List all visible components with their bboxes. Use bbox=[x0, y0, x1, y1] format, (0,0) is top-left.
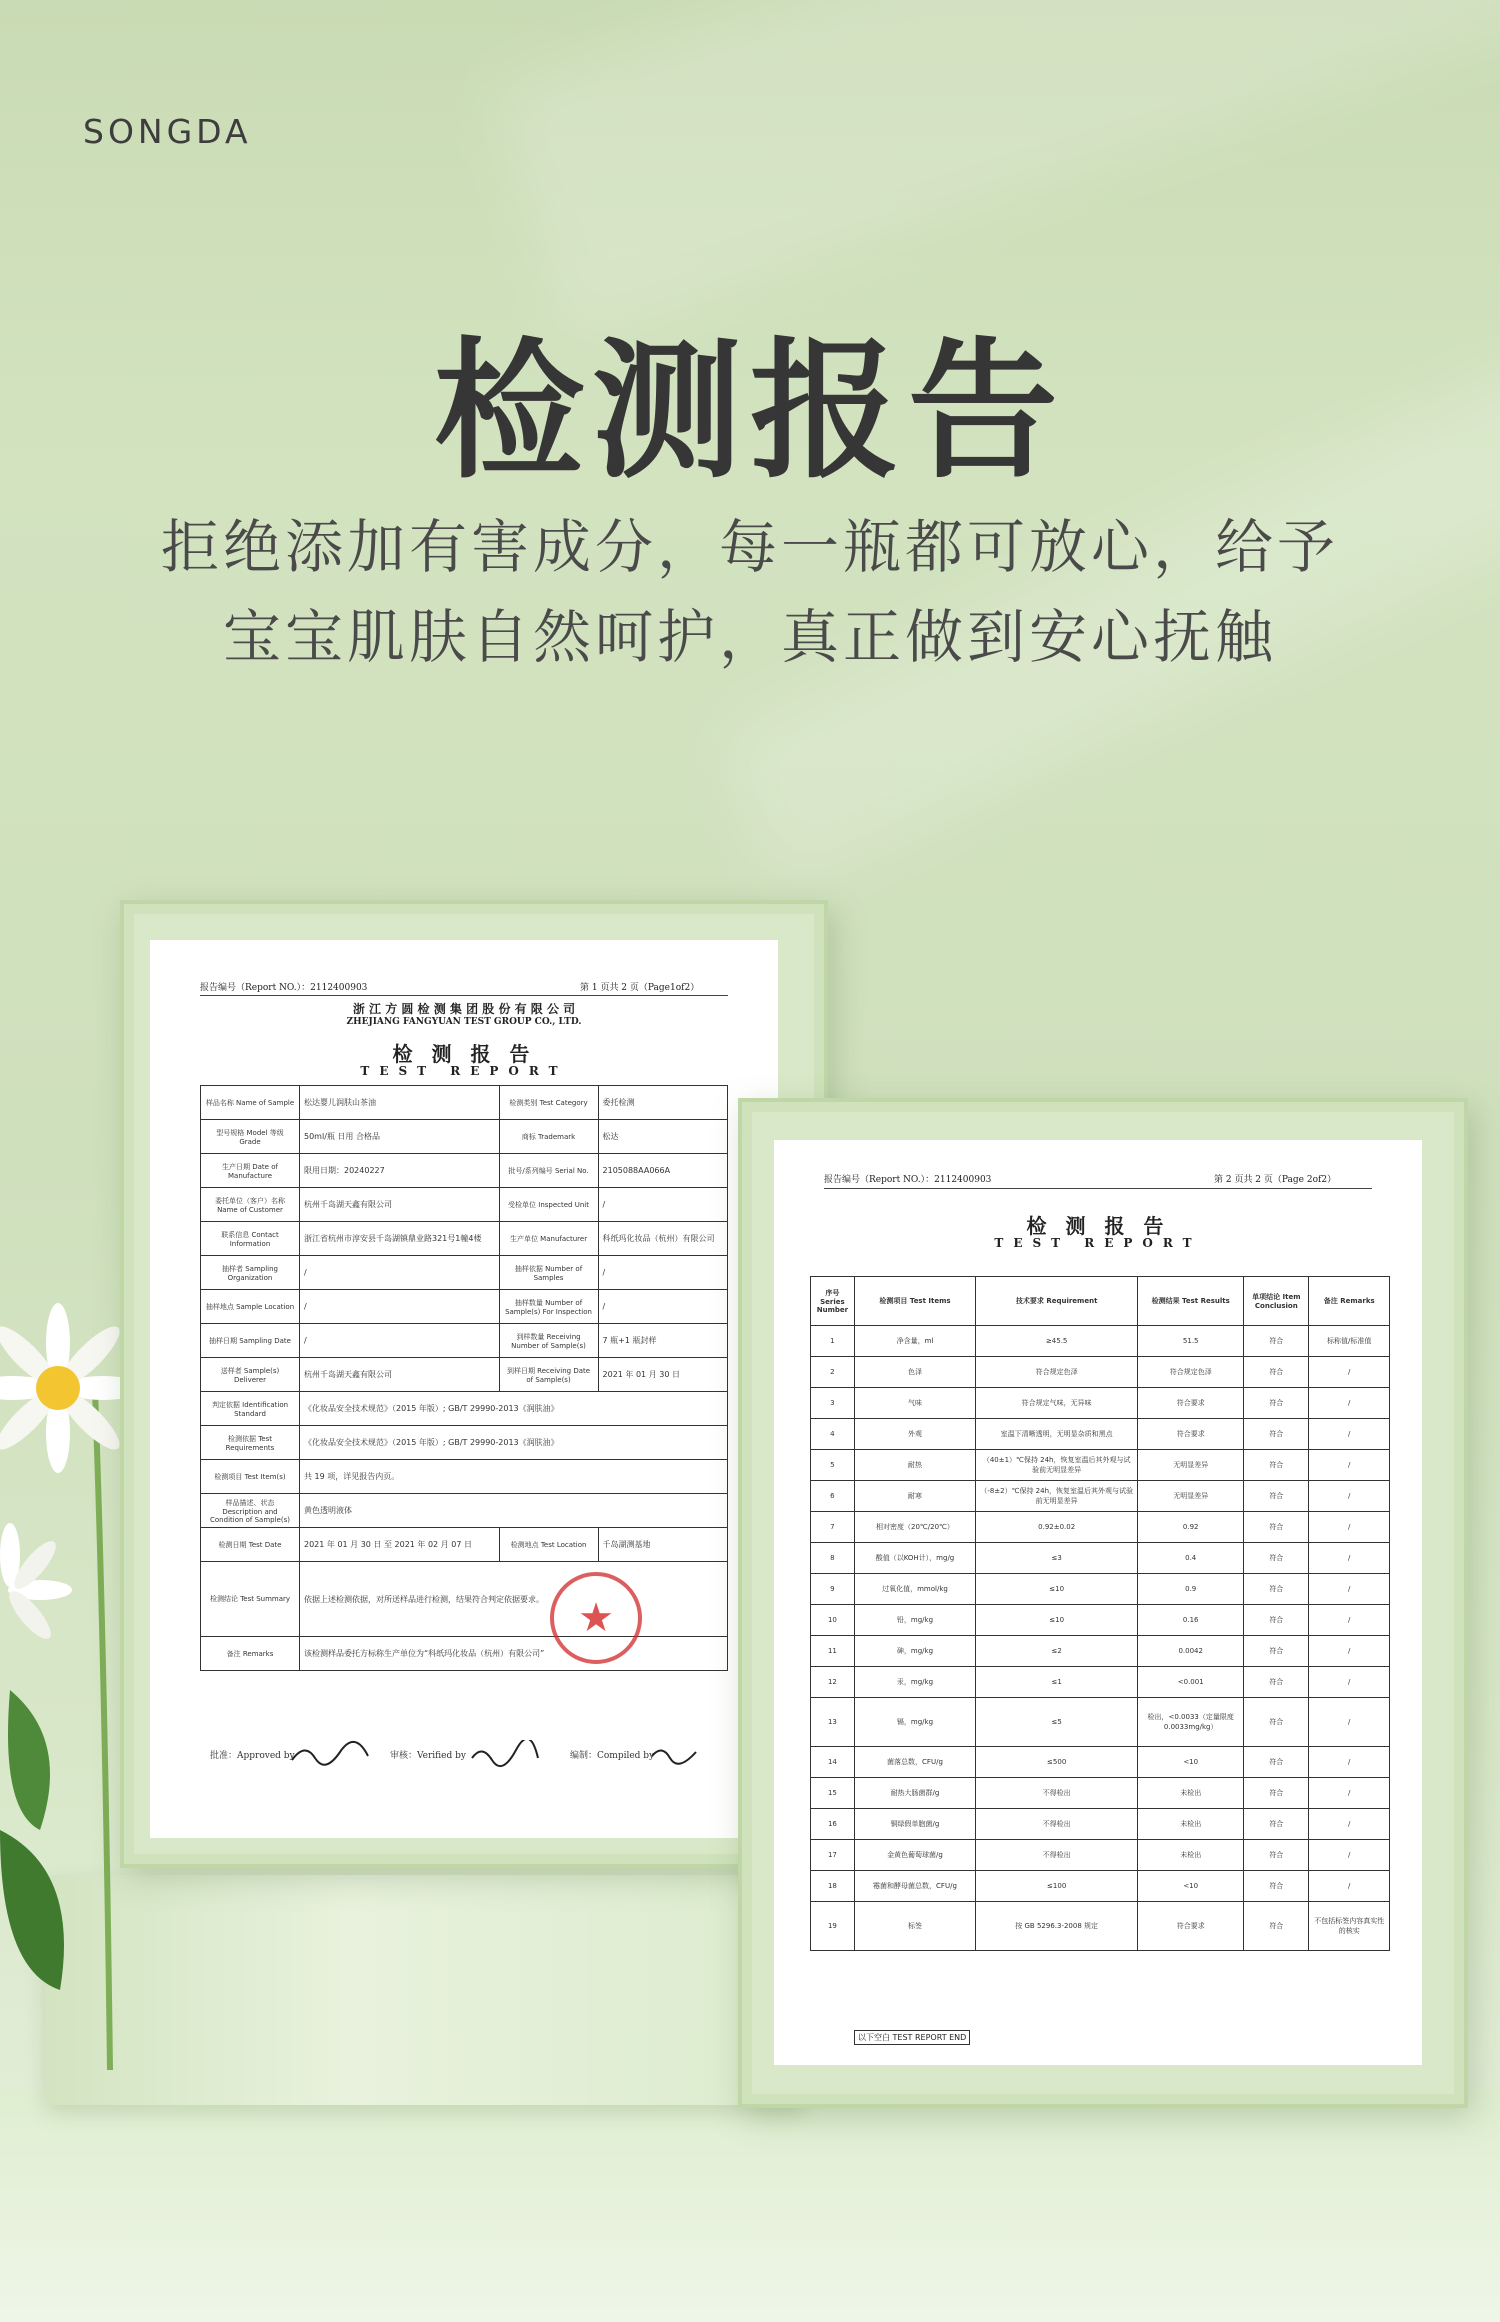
table-cell: 15 bbox=[811, 1778, 855, 1809]
table-cell: 0.92±0.02 bbox=[976, 1512, 1138, 1543]
table-row bbox=[811, 1388, 1390, 1419]
table-row bbox=[201, 1120, 728, 1154]
table-cell: 符合 bbox=[1244, 1543, 1309, 1574]
company-name-cn: 浙 江 方 圆 检 测 集 团 股 份 有 限 公 司 bbox=[352, 1002, 576, 1016]
table-cell: 50ml/瓶 日用 合格品 bbox=[300, 1120, 500, 1154]
table-cell: 委托检测 bbox=[598, 1086, 727, 1120]
table-cell: 符合 bbox=[1244, 1871, 1309, 1902]
table-cell: <10 bbox=[1138, 1747, 1244, 1778]
report-page-1 bbox=[150, 940, 778, 1838]
table-cell: 符合 bbox=[1244, 1481, 1309, 1512]
table-cell: 5 bbox=[811, 1450, 855, 1481]
table-cell: 样品描述、状态 Description and Condition of Sample(s) bbox=[201, 1494, 300, 1528]
table-cell: 检出，<0.0033（定量限度0.0033mg/kg） bbox=[1138, 1698, 1244, 1747]
table-row bbox=[201, 1222, 728, 1256]
table-cell: 备注 Remarks bbox=[201, 1637, 300, 1671]
report-number: 报告编号（Report NO.）：2112400903 bbox=[200, 983, 368, 993]
table-cell: 《化妆品安全技术规范》（2015 年版）; GB/T 29990-2013《润肤油》 bbox=[300, 1426, 728, 1460]
subtitle-line-1: 拒绝添加有害成分，每一瓶都可放心，给予 bbox=[160, 513, 1339, 581]
table-cell: 杭州千岛湖天鑫有限公司 bbox=[300, 1358, 500, 1392]
table-cell: 批号/系列编号 Serial No. bbox=[499, 1154, 598, 1188]
table-row bbox=[201, 1358, 728, 1392]
table-cell: / bbox=[1309, 1778, 1390, 1809]
table-cell: <0.001 bbox=[1138, 1667, 1244, 1698]
table-cell: / bbox=[1309, 1357, 1390, 1388]
table-row bbox=[201, 1188, 728, 1222]
table-cell: 生产日期 Date of Manufacture bbox=[201, 1154, 300, 1188]
table-cell: ≤2 bbox=[976, 1636, 1138, 1667]
table-cell: 不包括标签内容真实性的核实 bbox=[1309, 1902, 1390, 1951]
table-row bbox=[811, 1747, 1390, 1778]
table-cell: 未检出 bbox=[1138, 1809, 1244, 1840]
table-cell: 联系信息 Contact Information bbox=[201, 1222, 300, 1256]
table-row bbox=[201, 1086, 728, 1120]
table-row bbox=[811, 1778, 1390, 1809]
table-row bbox=[811, 1840, 1390, 1871]
table-cell: / bbox=[1309, 1636, 1390, 1667]
table-cell: 19 bbox=[811, 1902, 855, 1951]
table-cell: ≤10 bbox=[976, 1574, 1138, 1605]
column-header: 备注 Remarks bbox=[1309, 1277, 1390, 1326]
table-cell: ≤500 bbox=[976, 1747, 1138, 1778]
table-cell: 13 bbox=[811, 1698, 855, 1747]
table-cell: 抽样依据 Number of Samples bbox=[499, 1256, 598, 1290]
table-row bbox=[201, 1562, 728, 1637]
table-cell: 受检单位 Inspected Unit bbox=[499, 1188, 598, 1222]
table-cell: 无明显差异 bbox=[1138, 1481, 1244, 1512]
company-name-en: ZHEJIANG FANGYUAN TEST GROUP CO., LTD. bbox=[346, 1017, 582, 1027]
table-cell: ≤100 bbox=[976, 1871, 1138, 1902]
table-row bbox=[811, 1419, 1390, 1450]
table-cell: （40±1）℃保持 24h，恢复室温后其外观与试验前无明显差异 bbox=[976, 1450, 1138, 1481]
table-cell: 符合 bbox=[1244, 1326, 1309, 1357]
page-number: 第 1 页共 2 页（Page1of2） bbox=[580, 983, 700, 993]
table-cell: ≤5 bbox=[976, 1698, 1138, 1747]
table-row bbox=[811, 1481, 1390, 1512]
column-header: 检测结果 Test Results bbox=[1138, 1277, 1244, 1326]
signature-compiled bbox=[650, 1740, 700, 1770]
table-cell: 符合规定气味，无异味 bbox=[976, 1388, 1138, 1419]
report-title-cn: 检 测 报 告 bbox=[392, 1042, 536, 1066]
table-cell: / bbox=[1309, 1871, 1390, 1902]
signature-approved bbox=[290, 1740, 370, 1770]
report-title-en: TEST REPORT bbox=[360, 1064, 568, 1078]
table-cell: 符合 bbox=[1244, 1902, 1309, 1951]
floor bbox=[0, 2090, 1500, 2322]
table-cell: 该检测样品委托方标称生产单位为“科纸玛化妆品（杭州）有限公司” bbox=[300, 1637, 728, 1671]
light-ray bbox=[489, 0, 1500, 339]
table-cell: 过氧化值，mmol/kg bbox=[854, 1574, 975, 1605]
table-cell: / bbox=[598, 1290, 727, 1324]
table-cell: 检测日期 Test Date bbox=[201, 1528, 300, 1562]
table-cell: 抽样地点 Sample Location bbox=[201, 1290, 300, 1324]
column-header: 单项结论 Item Conclusion bbox=[1244, 1277, 1309, 1326]
table-row bbox=[811, 1574, 1390, 1605]
column-header: 检测项目 Test Items bbox=[854, 1277, 975, 1326]
column-header: 技术要求 Requirement bbox=[976, 1277, 1138, 1326]
table-cell: / bbox=[300, 1256, 500, 1290]
table-cell: / bbox=[1309, 1481, 1390, 1512]
table-cell: / bbox=[1309, 1698, 1390, 1747]
table-cell: 汞，mg/kg bbox=[854, 1667, 975, 1698]
table-cell: / bbox=[1309, 1543, 1390, 1574]
table-cell: 7 bbox=[811, 1512, 855, 1543]
table-cell: 2105088AA066A bbox=[598, 1154, 727, 1188]
table-cell: 12 bbox=[811, 1667, 855, 1698]
approved-label: 批准：Approved by bbox=[210, 1751, 295, 1761]
table-cell: 耐热大肠菌群/g bbox=[854, 1778, 975, 1809]
table-cell: 9 bbox=[811, 1574, 855, 1605]
table-cell: 无明显差异 bbox=[1138, 1450, 1244, 1481]
table-cell: 符合 bbox=[1244, 1747, 1309, 1778]
table-cell: 千岛湖测基地 bbox=[598, 1528, 727, 1562]
table-cell: 室温下清晰透明，无明显杂质和黑点 bbox=[976, 1419, 1138, 1450]
table-row bbox=[201, 1528, 728, 1562]
table-cell: 未检出 bbox=[1138, 1840, 1244, 1871]
table-cell: 检测项目 Test Item(s) bbox=[201, 1460, 300, 1494]
table-cell: 浙江省杭州市淳安县千岛湖镇鼎业路321号1幢4楼 bbox=[300, 1222, 500, 1256]
table-cell: 检测地点 Test Location bbox=[499, 1528, 598, 1562]
table-cell: 色泽 bbox=[854, 1357, 975, 1388]
table-cell: 送样者 Sample(s) Deliverer bbox=[201, 1358, 300, 1392]
table-cell: 符合 bbox=[1244, 1419, 1309, 1450]
table-cell: 7 瓶+1 瓶封样 bbox=[598, 1324, 727, 1358]
table-cell: 18 bbox=[811, 1871, 855, 1902]
table-cell: 符合 bbox=[1244, 1809, 1309, 1840]
brand-logo: SONGDA bbox=[83, 112, 252, 151]
table-cell: 符合规定色泽 bbox=[976, 1357, 1138, 1388]
table-cell: 17 bbox=[811, 1840, 855, 1871]
table-cell: 不得检出 bbox=[976, 1778, 1138, 1809]
table-cell: 耐热 bbox=[854, 1450, 975, 1481]
table-cell: 6 bbox=[811, 1481, 855, 1512]
report-info-table bbox=[200, 1085, 728, 1671]
table-cell: 不得检出 bbox=[976, 1840, 1138, 1871]
table-cell: 到样数量 Receiving Number of Sample(s) bbox=[499, 1324, 598, 1358]
table-cell: 2021 年 01 月 30 日 bbox=[598, 1358, 727, 1392]
table-cell: 抽样日期 Sampling Date bbox=[201, 1324, 300, 1358]
table-cell: （-8±2）℃保持 24h，恢复室温后其外观与试验前无明显差异 bbox=[976, 1481, 1138, 1512]
table-cell: 抽样者 Sampling Organization bbox=[201, 1256, 300, 1290]
table-cell: 科纸玛化妆品（杭州）有限公司 bbox=[598, 1222, 727, 1256]
table-row bbox=[811, 1902, 1390, 1951]
column-header: 序号 Series Number bbox=[811, 1277, 855, 1326]
table-cell: / bbox=[1309, 1388, 1390, 1419]
table-row bbox=[201, 1426, 728, 1460]
table-cell: 3 bbox=[811, 1388, 855, 1419]
table-cell: / bbox=[598, 1256, 727, 1290]
table-cell: 砷，mg/kg bbox=[854, 1636, 975, 1667]
table-cell: 符合要求 bbox=[1138, 1419, 1244, 1450]
table-cell: 0.9 bbox=[1138, 1574, 1244, 1605]
table-cell: 符合 bbox=[1244, 1636, 1309, 1667]
table-cell: 14 bbox=[811, 1747, 855, 1778]
table-row bbox=[201, 1290, 728, 1324]
table-cell: 铜绿假单胞菌/g bbox=[854, 1809, 975, 1840]
signature-verified bbox=[470, 1740, 540, 1770]
table-cell: 检测结论 Test Summary bbox=[201, 1562, 300, 1637]
report-page-2 bbox=[774, 1140, 1422, 2065]
table-cell: / bbox=[1309, 1574, 1390, 1605]
table-cell: 镉，mg/kg bbox=[854, 1698, 975, 1747]
table-cell: 符合 bbox=[1244, 1574, 1309, 1605]
table-cell: 相对密度（20℃/20℃） bbox=[854, 1512, 975, 1543]
table-row bbox=[811, 1667, 1390, 1698]
table-cell: 委托单位（客户）名称 Name of Customer bbox=[201, 1188, 300, 1222]
table-cell: 符合 bbox=[1244, 1840, 1309, 1871]
table-cell: 商标 Trademark bbox=[499, 1120, 598, 1154]
table-row bbox=[201, 1256, 728, 1290]
podium bbox=[45, 1875, 805, 2105]
table-cell: / bbox=[1309, 1450, 1390, 1481]
report-number: 报告编号（Report NO.）：2112400903 bbox=[824, 1175, 992, 1185]
table-row bbox=[811, 1636, 1390, 1667]
table-cell: 符合 bbox=[1244, 1667, 1309, 1698]
table-row bbox=[811, 1357, 1390, 1388]
table-cell: 符合 bbox=[1244, 1388, 1309, 1419]
table-cell: / bbox=[1309, 1747, 1390, 1778]
table-cell: 共 19 项，详见报告内页。 bbox=[300, 1460, 728, 1494]
divider bbox=[200, 995, 728, 996]
table-cell: 不得检出 bbox=[976, 1809, 1138, 1840]
table-cell: 生产单位 Manufacturer bbox=[499, 1222, 598, 1256]
table-cell: 样品名称 Name of Sample bbox=[201, 1086, 300, 1120]
table-cell: 依据上述检测依据，对所送样品进行检测，结果符合判定依据要求。 bbox=[300, 1562, 728, 1637]
table-row bbox=[201, 1460, 728, 1494]
table-cell: 0.16 bbox=[1138, 1605, 1244, 1636]
table-cell: / bbox=[1309, 1809, 1390, 1840]
table-cell: 未检出 bbox=[1138, 1778, 1244, 1809]
daisy-flower-icon bbox=[0, 1270, 140, 2090]
table-cell: 4 bbox=[811, 1419, 855, 1450]
table-cell: 检测依据 Test Requirements bbox=[201, 1426, 300, 1460]
table-cell: 限用日期：20240227 bbox=[300, 1154, 500, 1188]
report-title-cn: 检 测 报 告 bbox=[1026, 1214, 1170, 1238]
table-cell: 霉菌和酵母菌总数，CFU/g bbox=[854, 1871, 975, 1902]
table-row bbox=[811, 1871, 1390, 1902]
subtitle-line-2: 宝宝肌肤自然呵护，真正做到安心抚触 bbox=[222, 603, 1277, 671]
table-cell: / bbox=[1309, 1840, 1390, 1871]
table-cell: ≤3 bbox=[976, 1543, 1138, 1574]
table-row bbox=[201, 1154, 728, 1188]
table-cell: 0.0042 bbox=[1138, 1636, 1244, 1667]
table-cell: 标签 bbox=[854, 1902, 975, 1951]
table-cell: 耐寒 bbox=[854, 1481, 975, 1512]
table-cell: 符合规定色泽 bbox=[1138, 1357, 1244, 1388]
table-cell: 净含量，ml bbox=[854, 1326, 975, 1357]
table-row bbox=[811, 1605, 1390, 1636]
table-cell: 0.92 bbox=[1138, 1512, 1244, 1543]
table-row bbox=[201, 1324, 728, 1358]
table-cell: / bbox=[300, 1324, 500, 1358]
table-cell: 2021 年 01 月 30 日 至 2021 年 02 月 07 日 bbox=[300, 1528, 500, 1562]
divider bbox=[824, 1188, 1372, 1189]
table-row bbox=[201, 1392, 728, 1426]
table-cell: 8 bbox=[811, 1543, 855, 1574]
table-cell: 符合 bbox=[1244, 1450, 1309, 1481]
table-cell: ≤10 bbox=[976, 1605, 1138, 1636]
page-number: 第 2 页共 2 页（Page 2of2） bbox=[1214, 1175, 1337, 1185]
table-cell: 标称值/标准值 bbox=[1309, 1326, 1390, 1357]
table-cell: 金黄色葡萄球菌/g bbox=[854, 1840, 975, 1871]
test-results-table bbox=[810, 1276, 1390, 1951]
table-cell: 气味 bbox=[854, 1388, 975, 1419]
table-cell: 51.5 bbox=[1138, 1326, 1244, 1357]
table-cell: 判定依据 Identification Standard bbox=[201, 1392, 300, 1426]
table-row bbox=[811, 1543, 1390, 1574]
official-stamp: ★ bbox=[550, 1572, 642, 1664]
table-cell: 菌落总数，CFU/g bbox=[854, 1747, 975, 1778]
table-row bbox=[811, 1512, 1390, 1543]
table-cell: 符合要求 bbox=[1138, 1388, 1244, 1419]
table-cell: 松达 bbox=[598, 1120, 727, 1154]
table-row bbox=[201, 1637, 728, 1671]
table-cell: 检测类别 Test Category bbox=[499, 1086, 598, 1120]
table-cell: / bbox=[1309, 1419, 1390, 1450]
table-cell: 型号规格 Model 等级 Grade bbox=[201, 1120, 300, 1154]
table-cell: 抽样数量 Number of Sample(s) For Inspection bbox=[499, 1290, 598, 1324]
table-cell: <10 bbox=[1138, 1871, 1244, 1902]
table-cell: / bbox=[1309, 1667, 1390, 1698]
table-cell: 黄色透明液体 bbox=[300, 1494, 728, 1528]
table-cell: 铅，mg/kg bbox=[854, 1605, 975, 1636]
table-cell: 符合 bbox=[1244, 1357, 1309, 1388]
table-cell: 到样日期 Receiving Date of Sample(s) bbox=[499, 1358, 598, 1392]
table-cell: ≤1 bbox=[976, 1667, 1138, 1698]
table-cell: 《化妆品安全技术规范》（2015 年版）; GB/T 29990-2013《润肤油》 bbox=[300, 1392, 728, 1426]
table-cell: 11 bbox=[811, 1636, 855, 1667]
table-cell: 1 bbox=[811, 1326, 855, 1357]
table-cell: 酸值（以KOH计），mg/g bbox=[854, 1543, 975, 1574]
table-row bbox=[811, 1450, 1390, 1481]
table-cell: / bbox=[1309, 1605, 1390, 1636]
table-cell: 外观 bbox=[854, 1419, 975, 1450]
table-cell: / bbox=[598, 1188, 727, 1222]
table-cell: 0.4 bbox=[1138, 1543, 1244, 1574]
table-cell: ≥45.5 bbox=[976, 1326, 1138, 1357]
table-cell: 松达婴儿润肤山茶油 bbox=[300, 1086, 500, 1120]
report-title-en: TEST REPORT bbox=[994, 1236, 1202, 1250]
report-end-marker: 以下空白 TEST REPORT END bbox=[854, 2030, 970, 2045]
table-cell: 符合 bbox=[1244, 1698, 1309, 1747]
table-cell: 符合 bbox=[1244, 1778, 1309, 1809]
table-cell: 符合要求 bbox=[1138, 1902, 1244, 1951]
table-cell: 杭州千岛湖天鑫有限公司 bbox=[300, 1188, 500, 1222]
page-title: 检测报告 bbox=[433, 325, 1066, 499]
table-header-row bbox=[811, 1277, 1390, 1326]
table-cell: 10 bbox=[811, 1605, 855, 1636]
compiled-label: 编制：Compiled by bbox=[570, 1751, 655, 1761]
table-row bbox=[811, 1326, 1390, 1357]
table-cell: 按 GB 5296.3-2008 规定 bbox=[976, 1902, 1138, 1951]
table-cell: / bbox=[300, 1290, 500, 1324]
table-cell: 16 bbox=[811, 1809, 855, 1840]
verified-label: 审核：Verified by bbox=[390, 1751, 466, 1761]
table-row bbox=[811, 1809, 1390, 1840]
table-row bbox=[811, 1698, 1390, 1747]
table-row bbox=[201, 1494, 728, 1528]
table-cell: 符合 bbox=[1244, 1512, 1309, 1543]
table-cell: 符合 bbox=[1244, 1605, 1309, 1636]
table-cell: / bbox=[1309, 1512, 1390, 1543]
table-cell: 2 bbox=[811, 1357, 855, 1388]
